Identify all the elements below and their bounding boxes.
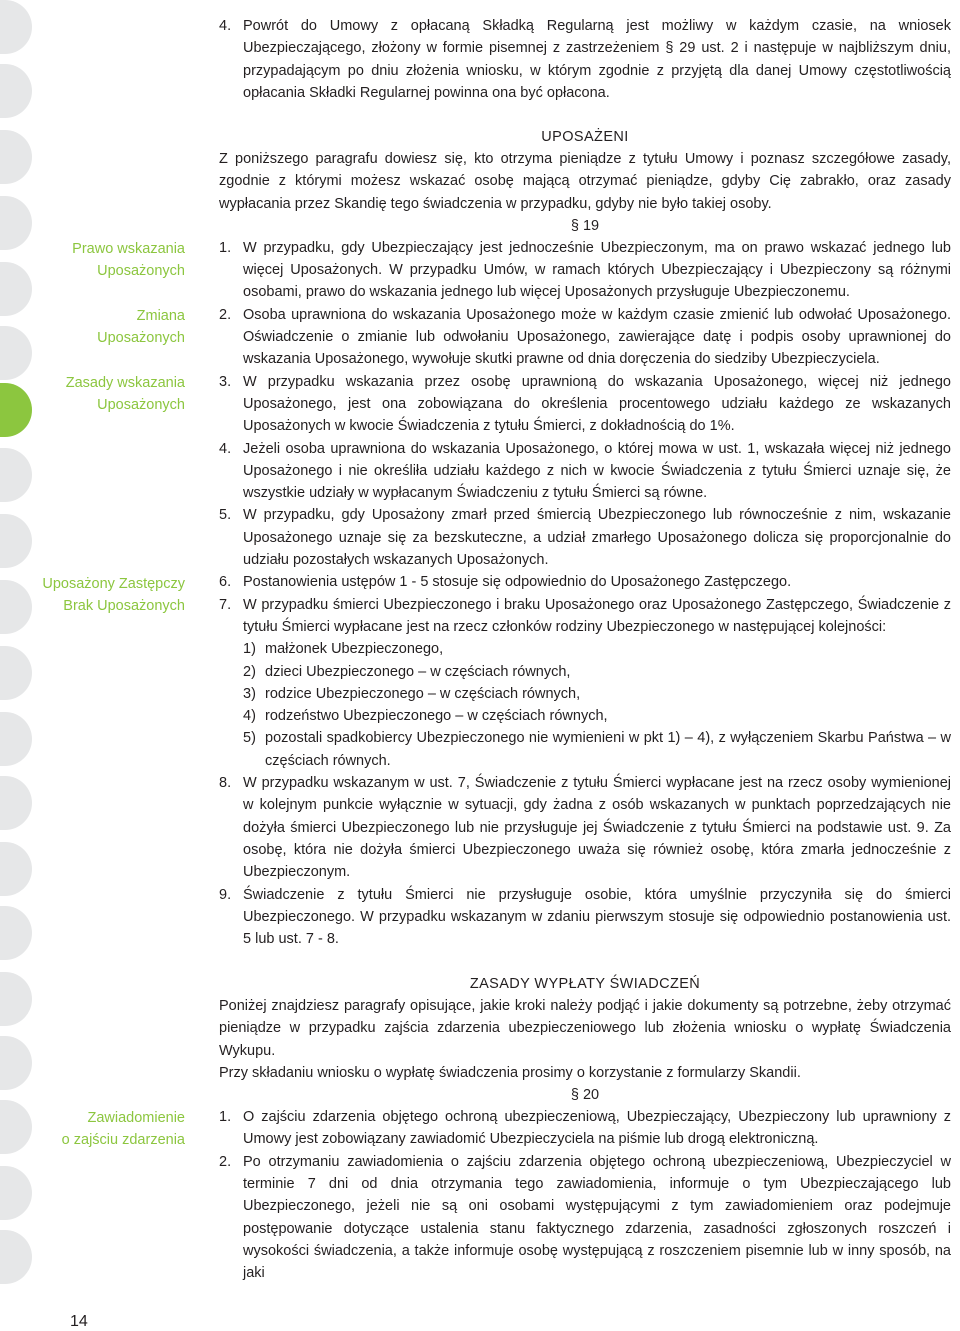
sub-item-text: pozostali spadkobiercy Ubezpieczonego nie wymienieni w pkt 1) – 4), z wyłączeniem Skarbu Państwa – w częściach równych. xyxy=(265,730,951,769)
item-number: 8. xyxy=(219,775,232,792)
sidenote-line: Zmiana xyxy=(136,308,185,324)
item-text: Świadczenie z tytułu Śmierci nie przysługuje osobie, która umyślnie przyczyniła się do śmierci Ubezpieczonego. W przypadku wskazanym w zdaniu pierwszym stosuje się odpowiednio postanowienia ust. 5 lub ust. 7 - 8. xyxy=(243,886,951,948)
item-number: 7. xyxy=(219,596,232,613)
section-intro: Z poniższego paragrafu dowiesz się, kto otrzyma pieniądze z tytułu Umowy i poznasz szczegółowe zasady, zgodnie z którymi możesz wskazać osobę mającą otrzymać pieniądze, gdyby Cię zabrakło, oraz zasady wypłacania przez Skandię tego świadczenia w przypadku, gdyby nie było takiej osoby. xyxy=(219,151,951,212)
sub-item-number: 4) xyxy=(243,708,256,725)
section-tab[interactable] xyxy=(0,1166,32,1220)
sub-item-text: małżonek Ubezpieczonego, xyxy=(265,641,444,658)
section-tab[interactable] xyxy=(0,646,32,700)
sidenote-zawiadomienie xyxy=(0,1107,185,1151)
item-number: 9. xyxy=(219,886,232,903)
sidenote-zasady-wskazania xyxy=(0,372,185,416)
item-text: Po otrzymaniu zawiadomienia o zajściu zdarzenia objętego ochroną ubezpieczeniową, Ubezpieczyciel w terminie 7 dni od dnia otrzymania tego zawiadomienia, informuje o tym Ubezpieczającego lub Ubezpieczonego, jeżeli nie są oni osobami występującymi z tym zawiadomieniem oraz podejmuje postępowanie dotyczące ustalenia stanu faktycznego zdarzenia, zasadności zgłoszonych roszczeń i wysokości świadczenia, a także informuje osobę występującą z roszczeniem pisemnie lub w inny sposób, na jaki xyxy=(243,1153,951,1282)
section-tab[interactable] xyxy=(0,776,32,830)
item-number: 3. xyxy=(219,373,232,390)
sidenote-uposazony-zastepczy xyxy=(0,573,185,617)
list-item xyxy=(219,504,951,571)
section-heading: UPOSAŻENI xyxy=(541,129,629,145)
sidenote-zmiana xyxy=(0,305,185,349)
section-tab[interactable] xyxy=(0,130,32,184)
item-number: 1. xyxy=(219,239,232,256)
list-item xyxy=(219,15,951,104)
item-text: Osoba uprawniona do wskazania Uposażonego może w każdym czasie zmienić lub odwołać Uposażonego. Oświadczenie o zmianie lub odwołaniu Uposażonego, zawierające datę i podpis osoby uprawnionej do wskazania Uposażonego, wywołuje skutki prawne od dnia doręczenia do siedziby Ubezpieczyciela. xyxy=(243,306,951,368)
list-item xyxy=(219,772,951,883)
section-tab[interactable] xyxy=(0,448,32,502)
list-item xyxy=(219,304,951,371)
section-tab[interactable] xyxy=(0,0,32,54)
section-tab[interactable] xyxy=(0,514,32,568)
sub-item xyxy=(219,705,951,727)
sub-item xyxy=(219,683,951,705)
top-continuation xyxy=(219,15,951,104)
section-tab[interactable] xyxy=(0,64,32,118)
sub-item-number: 5) xyxy=(243,730,256,747)
paragraph-number: § 20 xyxy=(570,1087,600,1104)
sub-item xyxy=(219,727,951,772)
item-text: W przypadku wskazania przez osobę uprawnioną do wskazania Uposażonego, więcej niż jednego Uposażonego, jest ona zobowiązana do określenia procentowego udziału każdego ze wskazanych Uposażonych w kwocie Świadczenia z tytułu Śmierci, z dokładnością do 1%. xyxy=(243,373,951,435)
section-tab[interactable] xyxy=(0,1036,32,1090)
list-item xyxy=(219,438,951,505)
item-number: 1. xyxy=(219,1109,232,1126)
sidenote-line: Brak Uposażonych xyxy=(63,598,185,614)
section-heading: ZASADY WYPŁATY ŚWIADCZEŃ xyxy=(469,976,701,992)
sub-item-text: dzieci Ubezpieczonego – w częściach równych, xyxy=(265,663,571,680)
list-item xyxy=(219,594,951,639)
section-zasady-wyplaty xyxy=(219,973,951,1285)
item-number: 4. xyxy=(219,18,232,34)
sub-item xyxy=(219,638,951,660)
item-number: 6. xyxy=(219,574,232,591)
sidenote-line: Prawo wskazania xyxy=(72,241,185,257)
item-number: 2. xyxy=(219,1153,232,1170)
item-number: 5. xyxy=(219,507,232,524)
sidenote-prawo-wskazania xyxy=(0,238,185,282)
item-text: W przypadku, gdy Uposażony zmarł przed śmiercią Ubezpieczonego lub równocześnie z nim, wskazanie Uposażonego uznaje się za bezskuteczne, a udział zmarłego Uposażonego dolicza się proporcjonalnie do udziału pozostałych wskazanych Uposażonych. xyxy=(243,507,951,569)
list-item xyxy=(219,237,951,304)
sidenote-line: Uposażonych xyxy=(97,330,185,346)
page-number: 14 xyxy=(70,1313,88,1330)
sub-item-number: 3) xyxy=(243,685,256,702)
item-number: 2. xyxy=(219,306,232,323)
section-intro-note: Przy składaniu wniosku o wypłatę świadczenia prosimy o korzystanie z formularzy Skandii. xyxy=(219,1064,801,1081)
item-text: Powrót do Umowy z opłacaną Składką Regularną jest możliwy w każdym czasie, na wniosek Ubezpieczającego, złożony w formie pisemnej z zastrzeżeniem § 29 ust. 2 i następuje w najbliższym dniu, przypadającym po dniu złożenia wniosku, w którym zgodnie z przyjętą dla danej Umowy częstotliwością opłacania Składki Regularnej powinna ona być opłacona. xyxy=(243,18,951,101)
list-item xyxy=(219,571,951,593)
item-text: Jeżeli osoba uprawniona do wskazania Uposażonego, o której mowa w ust. 1, wskazała więcej niż jednego Uposażonego i nie określiła udziału każdego z nich w kwocie Świadczenia z tytułu Śmierci uznaje się, że wszystkie udziały w wypłacanym Świadczeniu z tytułu Śmierci są równe. xyxy=(243,440,951,502)
sub-item-number: 2) xyxy=(243,663,256,680)
sidenote-line: Uposażony Zastępczy xyxy=(42,576,185,592)
item-number: 4. xyxy=(219,440,232,457)
section-tab[interactable] xyxy=(0,972,32,1026)
section-tab[interactable] xyxy=(0,1230,32,1284)
sidenote-line: Zawiadomienie xyxy=(87,1110,185,1126)
item-text: O zajściu zdarzenia objętego ochroną ubezpieczeniową, Ubezpieczający, Ubezpieczony lub uprawniony z Umowy jest zobowiązany zawiadomić Ubezpieczyciela na piśmie lub drogą elektroniczną. xyxy=(243,1109,951,1148)
list-item xyxy=(219,1106,951,1151)
sidenote-line: Uposażonych xyxy=(97,397,185,413)
item-text: W przypadku wskazanym w ust. 7, Świadczenie z tytułu Śmierci wypłacane jest na rzecz osoby wymienionej w kolejnym punkcie wyłącznie w sytuacji, gdy żadna z osób wskazanych w punktach poprzedzających nie dożyła śmierci Ubezpieczonego lub nie przysługuje jej Świadczenie z tytułu Śmierci na podstawie ust. 9. Za osobę, która nie dożyła śmierci Ubezpieczonego uważa się również osobę, która zmarła jednocześnie z Ubezpieczonym. xyxy=(243,775,951,881)
list-item xyxy=(219,884,951,951)
sub-item xyxy=(219,661,951,683)
item-text: W przypadku śmierci Ubezpieczonego i braku Uposażonego oraz Uposażonego Zastępczego, Świadczenie z tytułu Śmierci wypłacane jest na rzecz członków rodziny Ubezpieczonego w następującej kolejności: xyxy=(243,596,951,635)
sub-item-number: 1) xyxy=(243,641,256,658)
section-uposazeni xyxy=(219,126,951,950)
sidenote-line: Zasady wskazania xyxy=(65,375,185,391)
section-intro: Poniżej znajdziesz paragrafy opisujące, jakie kroki należy podjąć i jakie dokumenty są potrzebne, żeby otrzymać pieniądze w przypadku zajścia zdarzenia ubezpieczeniowego lub złożenia wniosku o wypłatę Świadczenia Wykupu. xyxy=(219,998,951,1059)
sidenote-line: o zajściu zdarzenia xyxy=(61,1132,185,1148)
section-tab[interactable] xyxy=(0,842,32,896)
section-tab[interactable] xyxy=(0,712,32,766)
item-text: Postanowienia ustępów 1 - 5 stosuje się odpowiednio do Uposażonego Zastępczego. xyxy=(243,574,792,591)
sub-item-text: rodzeństwo Ubezpieczonego – w częściach równych, xyxy=(265,708,608,725)
section-tab[interactable] xyxy=(0,906,32,960)
sub-item-text: rodzice Ubezpieczonego – w częściach równych, xyxy=(265,685,581,702)
paragraph-number: § 19 xyxy=(570,217,600,234)
list-item xyxy=(219,1151,951,1285)
sidenote-line: Uposażonych xyxy=(97,263,185,279)
list-item xyxy=(219,371,951,438)
item-text: W przypadku, gdy Ubezpieczający jest jednocześnie Ubezpieczonym, ma on prawo wskazać jednego lub więcej Uposażonych. W przypadku Umów, w ramach których Ubezpieczający i Ubezpieczony są różnymi osobami, prawo do wskazania jednego lub więcej Uposażonych przysługuje Ubezpieczonemu. xyxy=(243,239,951,301)
